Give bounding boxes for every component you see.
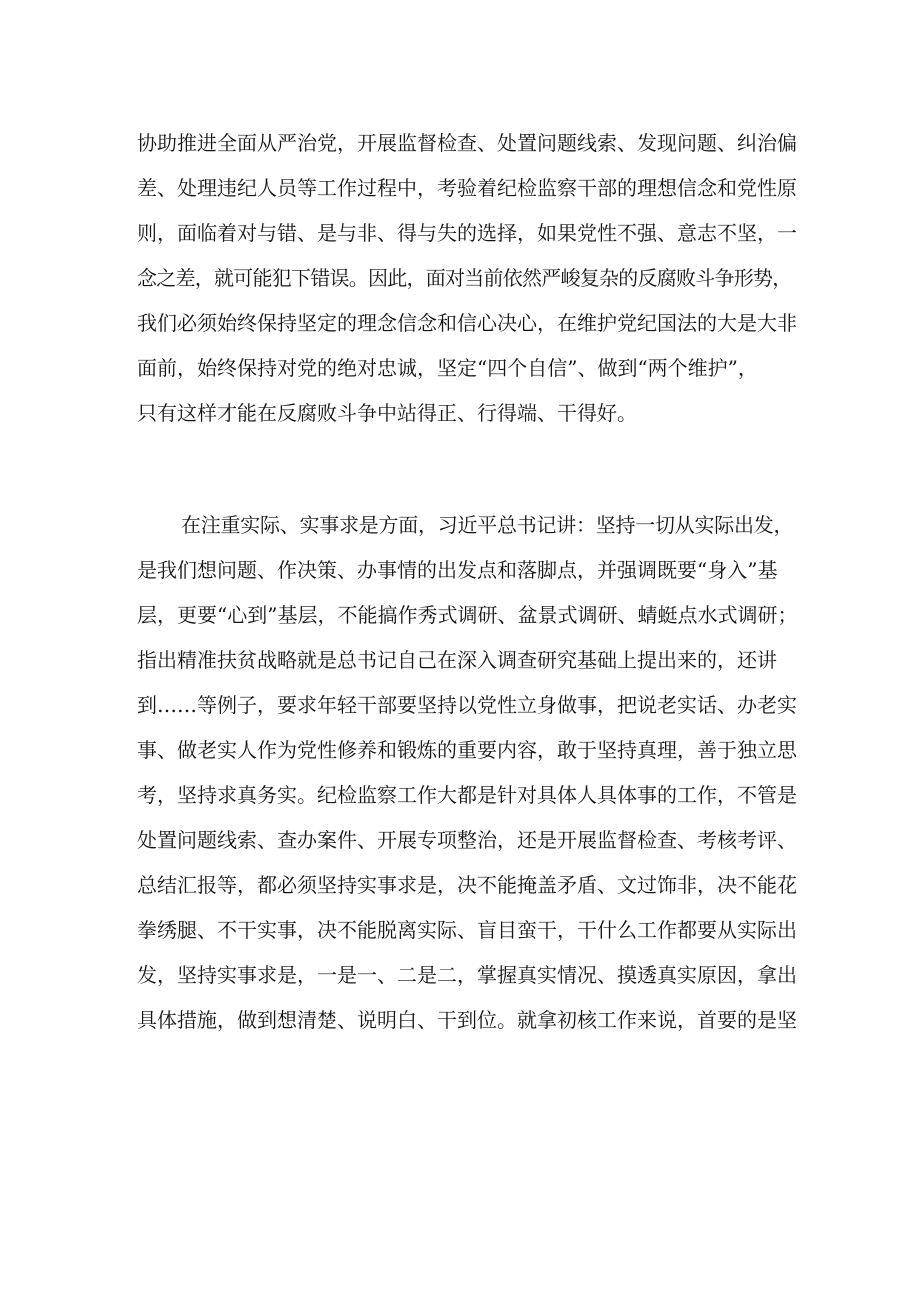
text-line: 具体措施，做到想清楚、说明白、干到位。就拿初核工作来说，首要的是坚 xyxy=(137,1008,797,1032)
text-line: 指出精准扶贫战略就是总书记自己在深入调查研究基础上提出来的，还讲 xyxy=(137,648,777,672)
text-line: 拳绣腿、不干实事，决不能脱离实际、盲目蛮干，干什么工作都要从实际出 xyxy=(137,918,797,942)
text-line: 层，更要“心到”基层，不能搞作秀式调研、盆景式调研、蜻蜓点水式调研； xyxy=(137,603,798,627)
text-line: 我们必须始终保持坚定的理念信念和信心决心，在维护党纪国法的大是大非 xyxy=(137,311,797,335)
text-line: 总结汇报等，都必须坚持实事求是，决不能掩盖矛盾、文过饰非，决不能花 xyxy=(137,873,797,897)
text-line: 到……等例子，要求年轻干部要坚持以党性立身做事，把说老实话、办老实 xyxy=(137,693,797,717)
text-line: 考，坚持求真务实。纪检监察工作大都是针对具体人具体事的工作，不管是 xyxy=(137,783,797,807)
text-line: 在注重实际、实事求是方面，习近平总书记讲：坚持一切从实际出发， xyxy=(181,513,794,537)
text-line: 处置问题线索、查办案件、开展专项整治，还是开展监督检查、考核考评、 xyxy=(137,828,797,852)
text-line: 发，坚持实事求是，一是一、二是二，掌握真实情况、摸透真实原因，拿出 xyxy=(137,963,797,987)
text-line: 是我们想问题、作决策、办事情的出发点和落脚点，并强调既要“身入”基 xyxy=(137,558,778,582)
text-line: 只有这样才能在反腐败斗争中站得正、行得端、干得好。 xyxy=(137,401,637,425)
text-line: 差、处理违纪人员等工作过程中，考验着纪检监察干部的理想信念和党性原 xyxy=(137,176,797,200)
text-line: 则，面临着对与错、是与非、得与失的选择，如果党性不强、意志不坚，一 xyxy=(137,221,797,245)
text-line: 协助推进全面从严治党，开展监督检查、处置问题线索、发现问题、纠治偏 xyxy=(137,131,797,155)
text-line: 事、做老实人作为党性修养和锻炼的重要内容，敢于坚持真理，善于独立思 xyxy=(137,738,797,762)
text-line: 面前，始终保持对党的绝对忠诚，坚定“四个自信”、做到“两个维护”， xyxy=(137,356,758,380)
text-line: 念之差，就可能犯下错误。因此，面对当前依然严峻复杂的反腐败斗争形势， xyxy=(137,266,792,290)
